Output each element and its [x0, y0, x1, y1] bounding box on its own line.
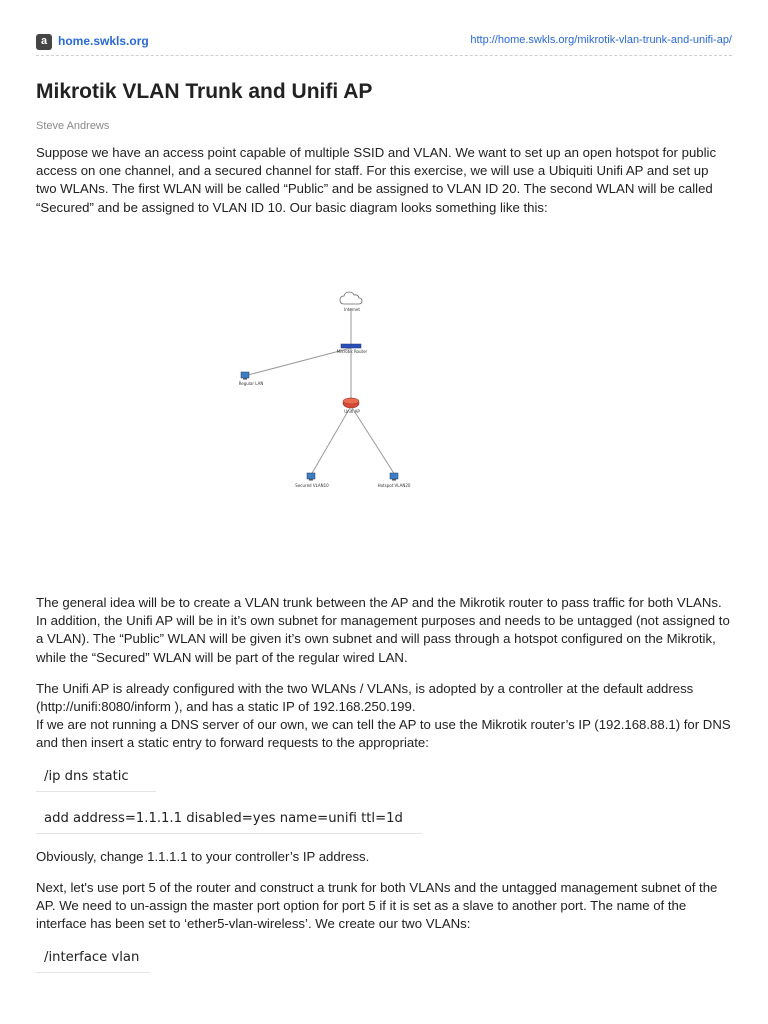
link-router-lan: [248, 348, 351, 375]
site-link[interactable]: home.swkls.org: [58, 34, 149, 48]
site-logo-icon[interactable]: a: [36, 34, 52, 50]
regular-lan-label: Regular LAN: [238, 381, 264, 386]
internet-label: Internet: [344, 307, 360, 312]
computer-icon: [307, 473, 315, 481]
general-idea-paragraph: The general idea will be to create a VLAN trunk between the AP and the Mikrotik router to pass traffic for both VLANs. In addition, the Unifi AP will be in it’s own subnet for management purposes and needs to be untagged (not assigned to a VLAN). The “Public” WLAN will be given it’s own subnet and will pass through a hotspot configured on the Mikrotik, while the “Secured” WLAN will be part of the regular wired LAN.: [36, 595, 730, 665]
network-diagram: [88, 282, 676, 574]
router-label: Mikrotik Router: [336, 349, 368, 354]
access-point-icon: [343, 398, 359, 408]
ap-label: Unifi AP: [344, 409, 360, 414]
code-block: add address=1.1.1.1 disabled=yes name=unifi ttl=1d: [36, 804, 422, 834]
secured-vlan-label: Secured VLAN10: [295, 483, 329, 488]
intro-paragraph: Suppose we have an access point capable of multiple SSID and VLAN. We want to set up an open hotspot for public access on one channel, and a secured channel for staff. For this exercise, we will use a Ubiquiti Unifi AP and set up two WLANs. The first WLAN will be called “Public” and be assigned to VLAN ID 20. The second WLAN will be called “Secured” and be assigned to VLAN ID 10. Our basic diagram looks something like this:: [36, 145, 717, 215]
link-ap-secured: [311, 406, 351, 475]
header-divider: [36, 55, 732, 56]
computer-icon: [390, 473, 398, 481]
ap-config-paragraph: The Unifi AP is already configured with the two WLANs / VLANs, is adopted by a controller at the default address (http://unifi:8080/inform ), and has a static IP of 192.168.250.199.: [36, 681, 694, 715]
controller-ip-paragraph: Obviously, change 1.1.1.1 to your controller’s IP address.: [36, 849, 370, 864]
article-author: Steve Andrews: [36, 120, 110, 132]
site-header: [36, 32, 732, 52]
computer-icon: [241, 372, 249, 380]
dns-paragraph: If we are not running a DNS server of our own, we can tell the AP to use the Mikrotik router’s IP (192.168.88.1) for DNS and then insert a static entry to forward requests to the appropriate:: [36, 717, 731, 751]
code-block: /interface vlan: [36, 943, 150, 973]
page-url-link[interactable]: http://home.swkls.org/mikrotik-vlan-trunk-and-unifi-ap/: [470, 34, 732, 46]
code-block: /ip dns static: [36, 762, 156, 792]
hotspot-vlan-label: Hotspot VLAN20: [377, 483, 411, 488]
router-icon: [341, 344, 361, 348]
article-title: Mikrotik VLAN Trunk and Unifi AP: [36, 80, 373, 103]
cloud-icon: [340, 292, 362, 304]
trunk-paragraph: Next, let's use port 5 of the router and construct a trunk for both VLANs and the untagged management subnet of the AP. We need to un-assign the master port option for port 5 if it is set as a slave to another port. The name of the interface has been set to ‘ether5-vlan-wireless’. We create our two VLANs:: [36, 880, 718, 932]
link-ap-hotspot: [351, 406, 395, 475]
